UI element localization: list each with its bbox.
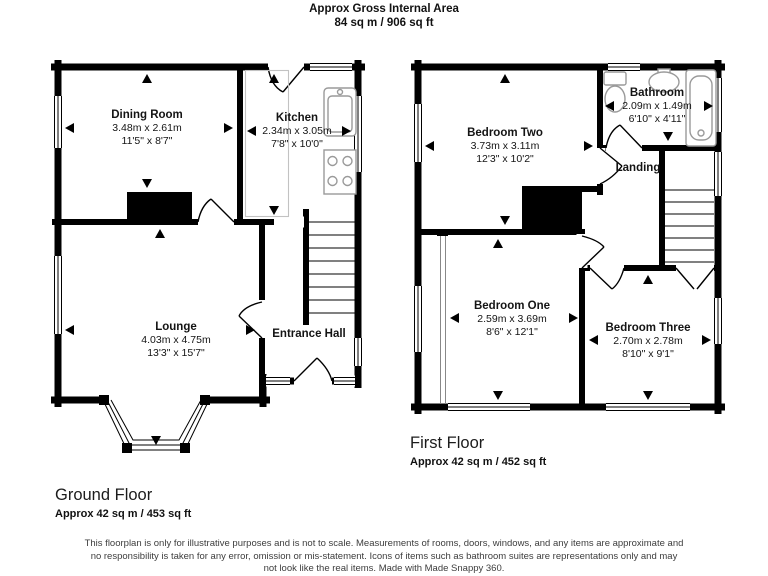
wardrobe-line	[437, 229, 448, 403]
first-floor-title: First Floor	[410, 434, 485, 452]
ground-floor-title: Ground Floor	[55, 486, 153, 504]
room-label-bedroom-one: Bedroom One 2.59m x 3.69m 8'6" x 12'1"	[473, 299, 551, 339]
gross-area-header	[0, 2, 768, 31]
first-floor-area: Approx 42 sq m / 452 sq ft	[410, 456, 547, 468]
room-label-lounge: Lounge 4.03m x 4.75m 13'3" x 15'7"	[141, 320, 211, 360]
disclaimer-text: This floorplan is only for illustrative purposes and is not to scale. Measurements of rooms, doors, windows, and any items are approximate and no responsibility is taken for any error, omission or mis-statement. Icons of items such as bathroom suites are representations only and may not look like the real items. Made with Made Snappy 360.	[84, 538, 684, 575]
room-label-bathroom: Bathroom 2.09m x 1.49m 6'10" x 4'11"	[622, 86, 692, 126]
gross-area-value: 84 sq m / 906 sq ft	[334, 17, 434, 30]
chimney-breast	[127, 192, 192, 222]
hob-icon	[324, 150, 356, 194]
room-label-kitchen: Kitchen 2.34m x 3.05m 7'8" x 10'0"	[262, 111, 332, 151]
room-label-entrance-hall: Entrance Hall	[272, 327, 346, 340]
room-label-landing: Landing	[615, 161, 661, 174]
chimney-breast-first	[522, 186, 582, 232]
room-label-bedroom-three: Bedroom Three 2.70m x 2.78m 8'10" x 9'1"	[605, 321, 691, 361]
stairs-icon-first	[665, 190, 714, 262]
stairs-icon	[309, 222, 355, 313]
gross-area-title: Approx Gross Internal Area	[309, 3, 459, 15]
ground-floor-area: Approx 42 sq m / 453 sq ft	[55, 508, 192, 520]
room-label-dining-room: Dining Room 3.48m x 2.61m 11'5" x 8'7"	[111, 108, 183, 148]
room-label-bedroom-two: Bedroom Two 3.73m x 3.11m 12'3" x 10'2"	[467, 126, 543, 166]
